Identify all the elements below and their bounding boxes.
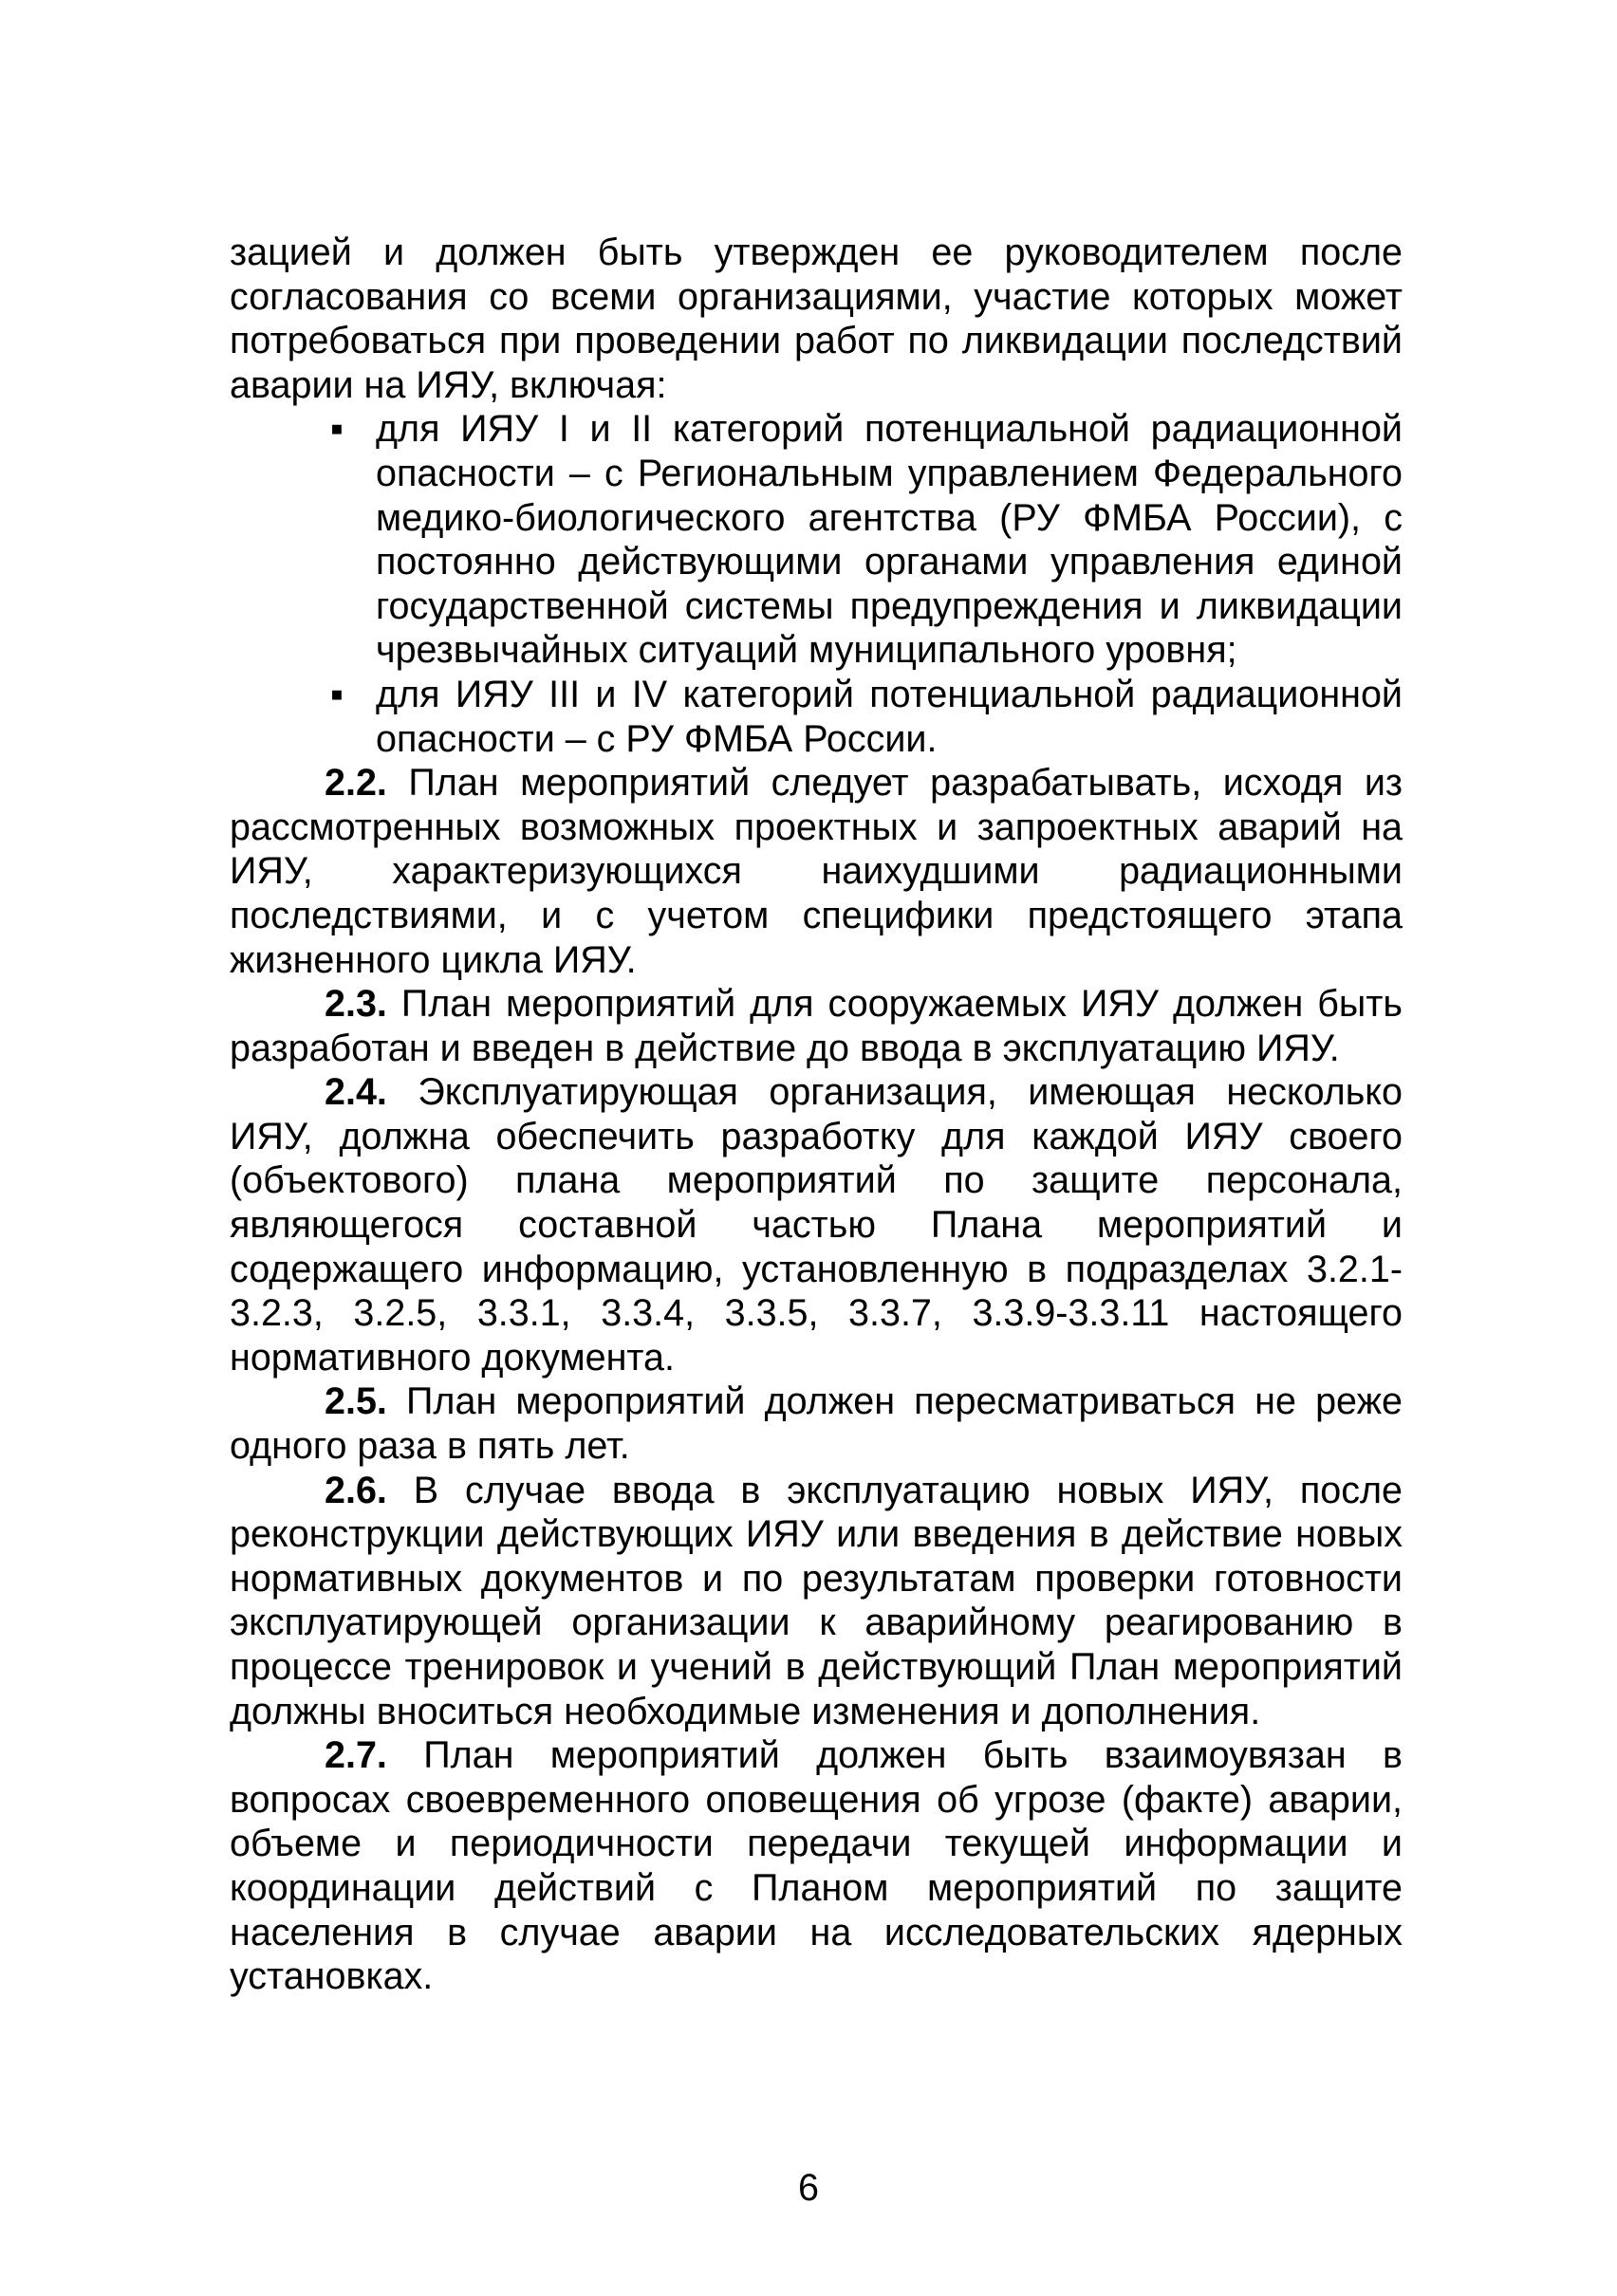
section-text: Эксплуатирующая организация, имеющая несколько ИЯУ, должна обеспечить разработку для каждой ИЯУ своего (объектового) плана мероприятий по защите персонала, являющегося составной частью Плана мероприятий и содержащего информацию, установленную в подразделах 3.2.1-3.2.3, 3.2.5, 3.3.1, 3.3.4, 3.3.5, 3.3.7, 3.3.9-3.3.11 настоящего нормативного документа. xyxy=(230,1071,1403,1379)
section-2-4 xyxy=(230,1070,1403,1379)
section-2-2 xyxy=(230,761,1403,982)
section-number: 2.7. xyxy=(325,1734,387,1777)
section-number: 2.3. xyxy=(325,983,387,1026)
section-2-6 xyxy=(230,1469,1403,1734)
bullet-item-categories-1-2 xyxy=(230,407,1403,673)
document-page xyxy=(230,231,1403,1999)
bullet-marker-icon: ▪ xyxy=(330,408,344,451)
section-2-5 xyxy=(230,1379,1403,1468)
section-number: 2.4. xyxy=(325,1071,387,1114)
approval-bullet-list xyxy=(230,407,1403,761)
section-text: План мероприятий должен быть взаимоувязан в вопросах своевременного оповещения об угрозе (факте) аварии, объеме и периодичности передачи текущей информации и координации действий с Планом мероприятий по защите населения в случае аварии на исследовательских ядерных установках. xyxy=(230,1734,1403,1998)
bullet-marker-icon: ▪ xyxy=(330,673,344,715)
section-text: План мероприятий следует разрабатывать, исходя из рассмотренных возможных проектных и запроектных аварий на ИЯУ, характеризующихся наихудшими радиационными последствиями, и с учетом специфики предстоящего этапа жизненного цикла ИЯУ. xyxy=(230,762,1403,981)
section-number: 2.2. xyxy=(325,762,387,805)
section-number: 2.5. xyxy=(325,1380,387,1423)
bullet-text: для ИЯУ I и II категорий потенциальной радиационной опасности – с Региональным управлением Федерального медико-биологического агентства (РУ ФМБА России), с постоянно действующими органами управления единой государственной системы предупреждения и ликвидации чрезвычайных ситуаций муниципального уровня; xyxy=(376,408,1403,672)
section-text: План мероприятий для сооружаемых ИЯУ должен быть разработан и введен в действие до ввода в эксплуатацию ИЯУ. xyxy=(230,983,1403,1069)
bullet-item-categories-3-4 xyxy=(230,673,1403,761)
bullet-text: для ИЯУ III и IV категорий потенциальной радиационной опасности – с РУ ФМБА России. xyxy=(376,673,1403,760)
section-2-7 xyxy=(230,1733,1403,1999)
section-text: В случае ввода в эксплуатацию новых ИЯУ, после реконструкции действующих ИЯУ или введения в действие новых нормативных документов и по результатам проверки готовности эксплуатирующей организации к аварийному реагированию в процессе тренировок и учений в действующий План мероприятий должны вноситься необходимые изменения и дополнения. xyxy=(230,1469,1403,1732)
section-number: 2.6. xyxy=(325,1469,387,1511)
section-2-3 xyxy=(230,982,1403,1070)
page-number: 6 xyxy=(798,2167,819,2209)
section-text: План мероприятий должен пересматриваться не реже одного раза в пять лет. xyxy=(230,1380,1403,1468)
intro-paragraph: зацией и должен быть утвержден ее руководителем после согласования со всеми организациями, участие которых может потребоваться при проведении работ по ликвидации последствий аварии на ИЯУ, включая: xyxy=(230,231,1403,406)
